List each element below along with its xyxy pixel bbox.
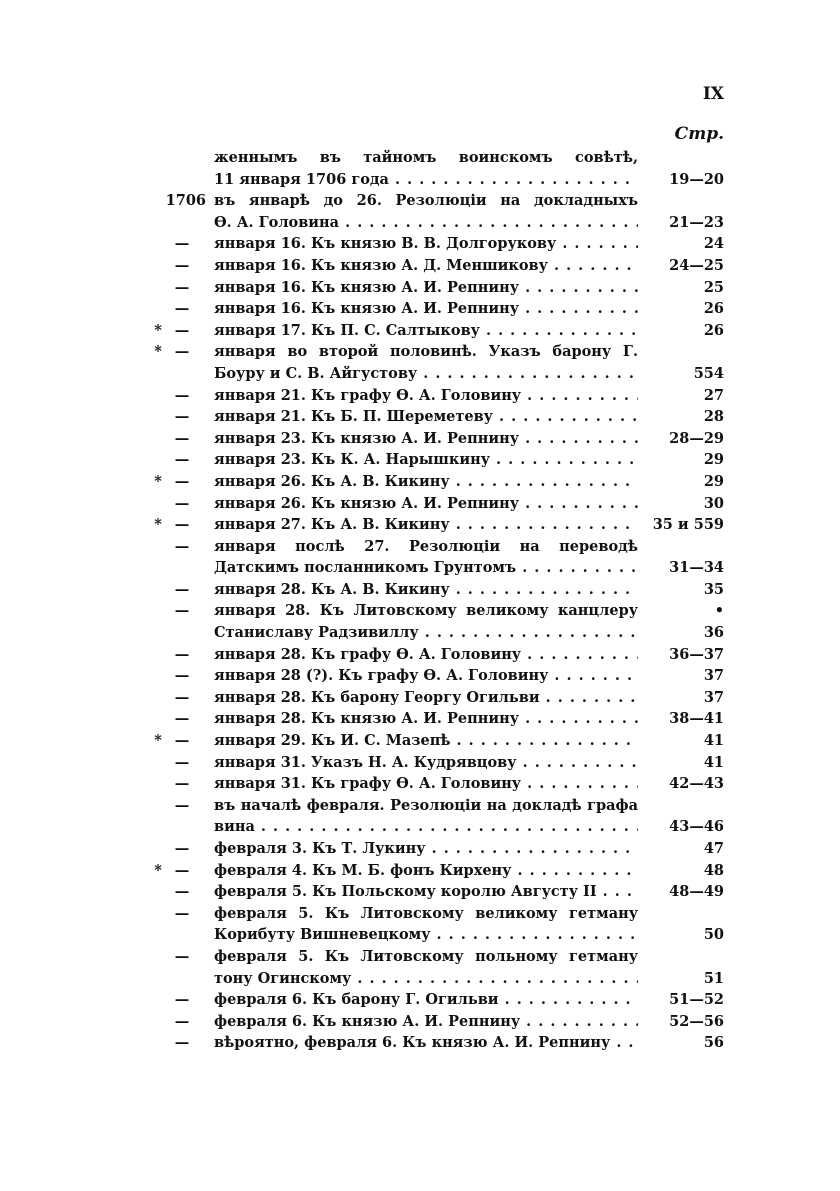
dash-marker: —	[174, 494, 190, 512]
page-ref: 26	[703, 321, 724, 339]
toc-line	[0, 968, 840, 990]
toc-line	[0, 924, 840, 946]
dash-marker: —	[174, 278, 190, 296]
toc-line	[0, 903, 840, 925]
entry-text: февраля 6. Къ князю А. И. Репнину . . .	[214, 1011, 638, 1033]
dash-marker: —	[174, 429, 190, 447]
toc-line	[0, 190, 840, 212]
dash-marker: —	[174, 732, 190, 750]
dash-marker: —	[174, 796, 190, 814]
page-ref: 38—41	[669, 710, 724, 728]
entry-text: января 16. Къ князю В. В. Долгорукову . . .	[214, 233, 638, 255]
entry-text: января 28. Къ Литовскому великому канцлеру	[214, 602, 638, 620]
page-ref: 25	[703, 278, 724, 296]
dash-marker: —	[174, 472, 190, 490]
dash-marker: —	[174, 451, 190, 469]
dash-marker: —	[174, 537, 190, 555]
entry-text: января 16. Къ князю А. И. Репнину . . .	[214, 298, 638, 320]
toc-line	[0, 1011, 840, 1033]
entry-text: февраля 3. Къ Т. Лукину . . .	[214, 838, 638, 860]
dash-marker: —	[174, 645, 190, 663]
entry-text: Боуру и С. В. Айгустову . . .	[214, 363, 638, 385]
toc-line	[0, 860, 840, 882]
dash-marker: —	[174, 947, 190, 965]
toc-line	[0, 536, 840, 558]
dash-marker: —	[174, 775, 190, 793]
entry-text: января 29. Къ И. С. Мазепѣ . . .	[214, 730, 638, 752]
page-ref: 37	[703, 667, 724, 685]
entry-text: января 21. Къ графу Ѳ. А. Головину . . .	[214, 385, 638, 407]
entry-text: февраля 6. Къ барону Г. Огильви . . .	[214, 989, 638, 1011]
page-ref: 35	[703, 580, 724, 598]
entry-text: Датскимъ посланникомъ Грунтомъ . . .	[214, 557, 638, 579]
toc-line	[0, 255, 840, 277]
page-ref: 35 и 559	[652, 516, 724, 534]
entry-text: января 28. Къ барону Георгу Огильви . . .	[214, 687, 638, 709]
page-ref: 24	[703, 235, 724, 253]
dash-marker: —	[174, 861, 190, 879]
page-ref: 41	[703, 732, 724, 750]
toc-line	[0, 795, 840, 817]
entry-text: января послѣ 27. Резолюціи на переводѣ	[214, 537, 638, 555]
toc-line	[0, 385, 840, 407]
entry-text: Станиславу Радзивиллу . . .	[214, 622, 638, 644]
dash-marker: —	[174, 1012, 190, 1030]
dash-marker: —	[174, 904, 190, 922]
entry-text: января 17. Къ П. С. Салтыкову . . .	[214, 320, 638, 342]
asterisk-marker: *	[154, 516, 162, 534]
asterisk-marker: *	[154, 732, 162, 750]
toc-line	[0, 644, 840, 666]
dash-marker: —	[174, 753, 190, 771]
page-ref: 554	[693, 364, 724, 382]
toc-line	[0, 989, 840, 1011]
dash-marker: —	[174, 580, 190, 598]
pages-column-header: Стр.	[674, 124, 724, 144]
toc-line	[0, 622, 840, 644]
toc-line	[0, 816, 840, 838]
page-ref: 50	[703, 926, 724, 944]
toc-line	[0, 687, 840, 709]
toc-line	[0, 320, 840, 342]
dash-marker: —	[174, 300, 190, 318]
asterisk-marker: *	[154, 861, 162, 879]
toc-line	[0, 946, 840, 968]
entry-text: вина . . .	[214, 816, 638, 838]
page-ref: 28—29	[669, 429, 724, 447]
table-of-contents	[0, 147, 840, 1054]
toc-line	[0, 752, 840, 774]
entry-text: февраля 5. Къ Литовскому великому гетману	[214, 904, 638, 922]
dash-marker: —	[174, 321, 190, 339]
entry-text: января 16. Къ князю А. И. Репнину . . .	[214, 277, 638, 299]
toc-line	[0, 600, 840, 622]
page-ref: 43—46	[669, 818, 724, 836]
toc-line	[0, 1032, 840, 1054]
dash-marker: —	[174, 386, 190, 404]
asterisk-marker: *	[154, 343, 162, 361]
page-ref: 42—43	[669, 775, 724, 793]
dash-marker: —	[174, 256, 190, 274]
toc-line	[0, 169, 840, 191]
toc-line	[0, 341, 840, 363]
dash-marker: —	[174, 235, 190, 253]
dash-marker: —	[174, 991, 190, 1009]
page-ref: 29	[703, 451, 724, 469]
dash-marker: —	[174, 667, 190, 685]
page-ref: 52—56	[669, 1012, 724, 1030]
entry-text: вѣроятно, февраля 6. Къ князю А. И. Репнину . . .	[214, 1032, 638, 1054]
toc-line	[0, 471, 840, 493]
entry-text: въ началѣ февраля. Резолюціи на докладѣ графа	[214, 796, 638, 814]
dash-marker: —	[174, 408, 190, 426]
entry-text: января 23. Къ К. А. Нарышкину . . .	[214, 449, 638, 471]
entry-text: февраля 5. Къ Литовскому польному гетману	[214, 947, 638, 965]
toc-line	[0, 406, 840, 428]
toc-line	[0, 881, 840, 903]
toc-line	[0, 514, 840, 536]
entry-text: января 16. Къ князю А. Д. Меншикову . . .	[214, 255, 638, 277]
entry-text: января 31. Указъ Н. А. Кудрявцову . . .	[214, 752, 638, 774]
page-ref: 28	[703, 408, 724, 426]
toc-line	[0, 363, 840, 385]
toc-line	[0, 233, 840, 255]
asterisk-marker: *	[154, 472, 162, 490]
dash-marker: —	[174, 343, 190, 361]
toc-line	[0, 298, 840, 320]
toc-line	[0, 708, 840, 730]
dash-marker: —	[174, 1034, 190, 1052]
entry-text: января 28. Къ князю А. И. Репнину . . .	[214, 708, 638, 730]
page-number: IX	[702, 84, 724, 104]
entry-text: января 26. Къ князю А. И. Репнину . . .	[214, 493, 638, 515]
entry-text: женнымъ въ тайномъ воинскомъ совѣтѣ,	[214, 149, 638, 166]
page-ref: 24—25	[669, 256, 724, 274]
entry-text: января 28 (?). Къ графу Ѳ. А. Головину . . .	[214, 665, 638, 687]
entry-text: февраля 4. Къ М. Б. фонъ Кирхену . . .	[214, 860, 638, 882]
entry-text: января 26. Къ А. В. Кикину . . .	[214, 471, 638, 493]
page-ref: 27	[703, 386, 724, 404]
page-ref: 37	[703, 688, 724, 706]
page-ref: •	[714, 602, 724, 620]
toc-line	[0, 557, 840, 579]
dash-marker: —	[174, 840, 190, 857]
page-ref: 41	[703, 753, 724, 771]
year-label: 1706	[165, 192, 206, 210]
toc-line	[0, 147, 840, 169]
toc-line	[0, 838, 840, 860]
toc-line	[0, 730, 840, 752]
toc-line	[0, 277, 840, 299]
toc-line	[0, 428, 840, 450]
toc-line	[0, 773, 840, 795]
toc-line	[0, 212, 840, 234]
entry-text: 11 января 1706 года . . .	[214, 169, 638, 191]
toc-line	[0, 493, 840, 515]
toc-line	[0, 449, 840, 471]
page-ref: 30	[703, 494, 724, 512]
dash-marker: —	[174, 516, 190, 534]
page-ref: 19—20	[669, 170, 724, 188]
page-ref: 51—52	[669, 991, 724, 1009]
dash-marker: —	[174, 688, 190, 706]
asterisk-marker: *	[154, 321, 162, 339]
page-ref: 51	[703, 969, 724, 987]
entry-text: Корибуту Вишневецкому . . .	[214, 924, 638, 946]
entry-text: января 28. Къ А. В. Кикину . . .	[214, 579, 638, 601]
page-ref: 36	[703, 624, 724, 642]
toc-line	[0, 665, 840, 687]
entry-text: въ январѣ до 26. Резолюціи на докладныхъ	[214, 192, 638, 210]
entry-text: января 28. Къ графу Ѳ. А. Головину . . .	[214, 644, 638, 666]
entry-text: февраля 5. Къ Польскому королю Августу II . . .	[214, 881, 638, 903]
page-ref: 47	[703, 840, 724, 857]
page-ref: 31—34	[669, 559, 724, 577]
page-ref: 29	[703, 472, 724, 490]
page-ref: 48	[703, 861, 724, 879]
entry-text: января 27. Къ А. В. Кикину . . .	[214, 514, 638, 536]
page-ref: 26	[703, 300, 724, 318]
dash-marker: —	[174, 602, 190, 620]
page-ref: 48—49	[669, 883, 724, 901]
page-ref: 21—23	[669, 213, 724, 231]
dash-marker: —	[174, 883, 190, 901]
toc-line	[0, 579, 840, 601]
dash-marker: —	[174, 710, 190, 728]
page-ref: 56	[703, 1034, 724, 1052]
entry-text: Ѳ. А. Головина . . .	[214, 212, 638, 234]
page-ref: 36—37	[669, 645, 724, 663]
entry-text: тону Огинскому . . .	[214, 968, 638, 990]
entry-text: января 21. Къ Б. П. Шереметеву . . .	[214, 406, 638, 428]
entry-text: января 23. Къ князю А. И. Репнину . . .	[214, 428, 638, 450]
entry-text: января во второй половинѣ. Указъ барону Г.	[214, 343, 638, 361]
entry-text: января 31. Къ графу Ѳ. А. Головину . . .	[214, 773, 638, 795]
